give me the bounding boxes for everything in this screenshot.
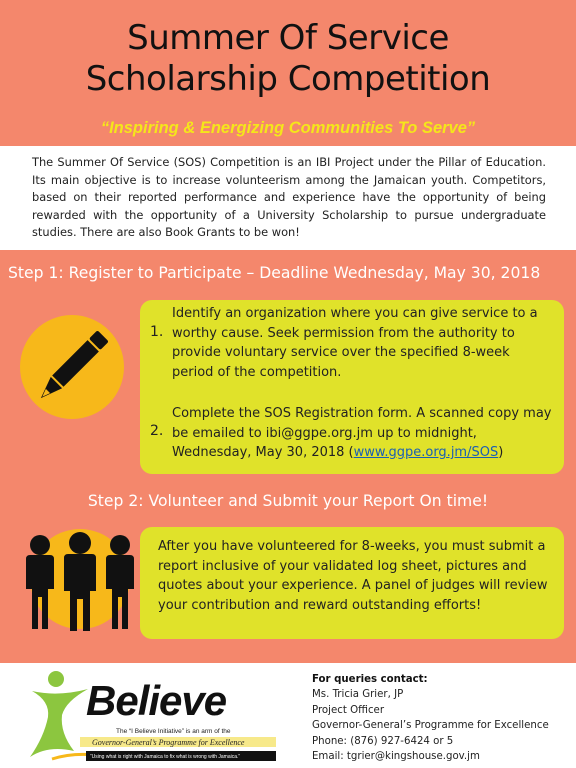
step2-text: After you have volunteered for 8-weeks, you must submit a report inclusive of your validated log sheet, pictures and quotes about your experience. A panel of judges will review your contribution and reward outstanding efforts! (158, 539, 548, 613)
sos-link[interactable]: www.ggpe.org.jm/SOS (353, 445, 499, 460)
pencil-circle (20, 315, 124, 419)
title-line-1: Summer Of Service (127, 18, 449, 58)
item-number-2: 2. (150, 423, 164, 439)
i-believe-logo (18, 667, 288, 765)
logo-brand: Believe (86, 677, 227, 724)
logo-tagline-2: Governor-General’s Programme for Excellence (92, 738, 245, 747)
footer (0, 663, 576, 768)
tagline: “Inspiring & Energizing Communities To Serve” (100, 119, 476, 137)
intro-section (0, 146, 576, 250)
contact-role: Project Officer (312, 704, 385, 716)
contact-phone: Phone: (876) 927-6424 or 5 (312, 735, 454, 747)
header-banner (0, 0, 576, 146)
contact-block (312, 672, 572, 764)
step1-item-2 (172, 404, 558, 463)
title-line-2: Scholarship Competition (85, 59, 491, 99)
step1-item-1: Identify an organization where you can give service to a worthy cause. Seek permission from the authority to provide voluntary service over the specified 8-week period of the competition. (172, 306, 538, 380)
step2-box (140, 527, 564, 639)
item2-text-after: ) (498, 445, 504, 460)
pencil-icon (20, 315, 124, 419)
intro-paragraph: The Summer Of Service (SOS) Competition is an IBI Project under the Pillar of Education. Its main objective is to increase volunteerism among the Jamaican youth. Competitors, based on their reported performance and experience have the opportunity of being rewarded with the opportunity of a University Scholarship to pursue undergraduate studies. There are also Book Grants to be won! (32, 155, 546, 240)
step2-heading: Step 2: Volunteer and Submit your Report On time! (87, 492, 489, 510)
logo-motto: “Using what is right with Jamaica to fix what is wrong with Jamaica.” (90, 754, 241, 760)
step1-box (140, 300, 564, 474)
logo-tagline-1: The “I Believe Initiative” is an arm of the (116, 728, 231, 735)
contact-org: Governor-General’s Programme for Excellence (312, 720, 549, 732)
page-title (0, 18, 576, 100)
people-group-icon (18, 525, 138, 635)
contact-heading: For queries contact: (312, 674, 428, 685)
contact-email: Email: tgrier@kingshouse.gov.jm (312, 751, 480, 763)
contact-name: Ms. Tricia Grier, JP (312, 689, 404, 701)
item-number-1: 1. (150, 324, 164, 340)
step1-heading: Step 1: Register to Participate – Deadline Wednesday, May 30, 2018 (8, 264, 541, 282)
steps-section (0, 250, 576, 663)
item2-text-before: Complete the SOS Registration form. A scanned copy may be emailed to ibi@ggpe.org.jm up to midnight, Wednesday, May 30, 2018 ( (172, 406, 552, 460)
